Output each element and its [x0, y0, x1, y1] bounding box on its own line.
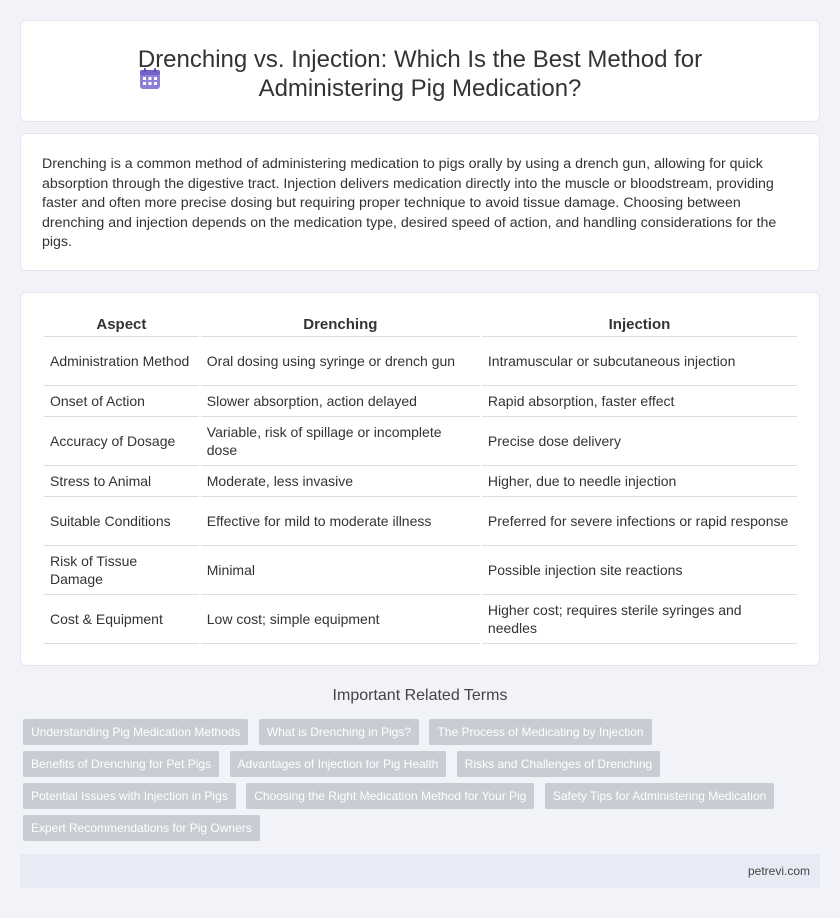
footer-site-link[interactable]: petrevi.com: [747, 864, 810, 878]
related-tag[interactable]: Safety Tips for Administering Medication: [545, 783, 774, 809]
header-injection: Injection: [482, 315, 797, 337]
cell-drenching: Slower absorption, action delayed: [201, 386, 480, 417]
related-tag[interactable]: Understanding Pig Medication Methods: [23, 719, 248, 745]
table-row: [44, 386, 797, 417]
cell-injection: Preferred for severe infections or rapid response: [482, 497, 797, 546]
cell-aspect: Onset of Action: [44, 386, 199, 417]
title-card: [20, 20, 820, 122]
cell-injection: Higher, due to needle injection: [482, 466, 797, 497]
cell-aspect: Cost & Equipment: [44, 595, 199, 644]
table-row: [44, 595, 797, 644]
cell-drenching: Variable, risk of spillage or incomplete dose: [201, 417, 480, 466]
cell-drenching: Effective for mild to moderate illness: [201, 497, 480, 546]
header-drenching: Drenching: [201, 315, 480, 337]
footer: [20, 854, 820, 888]
cell-injection: Possible injection site reactions: [482, 546, 797, 595]
cell-aspect: Suitable Conditions: [44, 497, 199, 546]
cell-drenching: Low cost; simple equipment: [201, 595, 480, 644]
cell-injection: Precise dose delivery: [482, 417, 797, 466]
related-tag[interactable]: Benefits of Drenching for Pet Pigs: [23, 751, 219, 777]
table-row: [44, 417, 797, 466]
table-row: [44, 337, 797, 386]
related-tag[interactable]: The Process of Medicating by Injection: [429, 719, 651, 745]
cell-drenching: Minimal: [201, 546, 480, 595]
table-row: [44, 466, 797, 497]
cell-aspect: Administration Method: [44, 337, 199, 386]
table-row: [44, 497, 797, 546]
page-title-line-2: Administering Pig Medication?: [258, 75, 582, 102]
cell-injection: Rapid absorption, faster effect: [482, 386, 797, 417]
page-title-line-1: Drenching vs. Injection: Which Is the Best Method for: [137, 46, 703, 73]
related-tag[interactable]: Risks and Challenges of Drenching: [457, 751, 660, 777]
cell-injection: Intramuscular or subcutaneous injection: [482, 337, 797, 386]
table-row: [44, 546, 797, 595]
cell-injection: Higher cost; requires sterile syringes and needles: [482, 595, 797, 644]
comparison-table: [42, 315, 799, 644]
table-header-row: [44, 315, 797, 337]
related-tag[interactable]: Choosing the Right Medication Method for Your Pig: [246, 783, 534, 809]
comparison-card: [20, 292, 820, 666]
cell-aspect: Risk of Tissue Damage: [44, 546, 199, 595]
page-title: [21, 45, 819, 103]
related-tag[interactable]: What is Drenching in Pigs?: [259, 719, 419, 745]
cell-drenching: Oral dosing using syringe or drench gun: [201, 337, 480, 386]
cell-drenching: Moderate, less invasive: [201, 466, 480, 497]
cell-aspect: Stress to Animal: [44, 466, 199, 497]
related-terms-list: [23, 719, 803, 847]
related-terms-heading: Important Related Terms: [332, 687, 508, 704]
intro-card: [20, 133, 820, 271]
header-aspect: Aspect: [44, 315, 199, 337]
intro-paragraph: Drenching is a common method of administering medication to pigs orally by using a drench gun, allowing for quick absorption through the digestive tract. Injection delivers medication directly into the muscle or bloodstream, providing faster and often more precise dosing but requiring proper technique to avoid tissue damage. Choosing between drenching and injection depends on the medication type, desired speed of action, and handling considerations for the pigs.: [42, 156, 777, 250]
related-tag[interactable]: Potential Issues with Injection in Pigs: [23, 783, 236, 809]
related-tag[interactable]: Expert Recommendations for Pig Owners: [23, 815, 260, 841]
related-tag[interactable]: Advantages of Injection for Pig Health: [230, 751, 447, 777]
cell-aspect: Accuracy of Dosage: [44, 417, 199, 466]
